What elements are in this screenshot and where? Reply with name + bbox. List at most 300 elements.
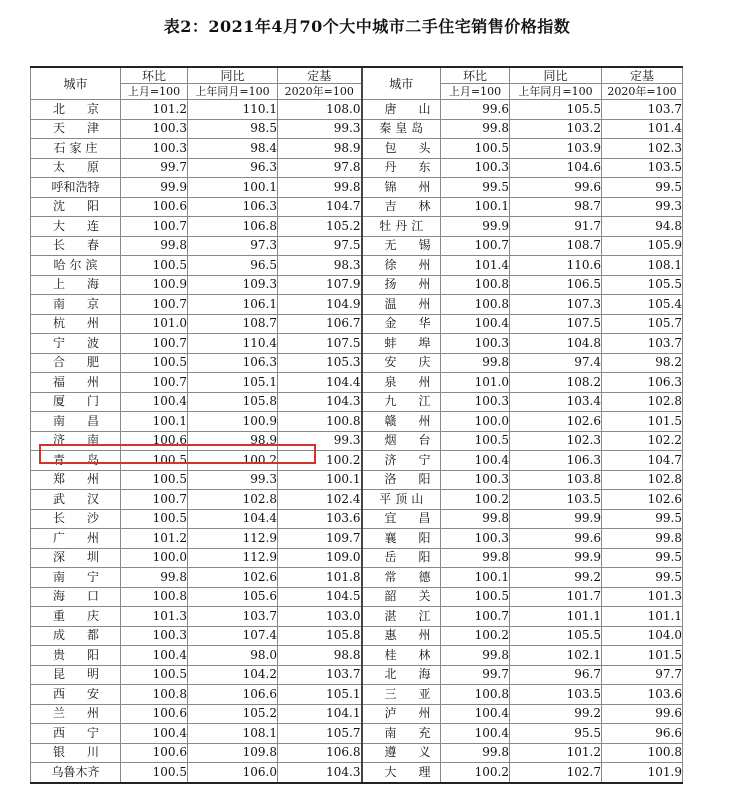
- base-cell: 105.1: [278, 685, 362, 705]
- base-cell: 101.5: [602, 646, 683, 666]
- base-cell: 99.5: [602, 548, 683, 568]
- mom-cell: 100.6: [121, 704, 188, 724]
- yoy-cell: 108.7: [188, 314, 278, 334]
- base-cell: 101.5: [602, 412, 683, 432]
- yoy-cell: 102.8: [188, 490, 278, 510]
- mom-cell: 99.8: [441, 353, 510, 373]
- mom-cell: 100.5: [121, 763, 188, 783]
- yoy-cell: 100.9: [188, 412, 278, 432]
- base-cell: 101.1: [602, 607, 683, 627]
- mom-cell: 100.3: [121, 139, 188, 159]
- base-cell: 100.2: [278, 451, 362, 471]
- yoy-cell: 103.7: [188, 607, 278, 627]
- base-cell: 105.3: [278, 353, 362, 373]
- city-cell: 唐山: [362, 100, 441, 120]
- base-cell: 106.8: [278, 743, 362, 763]
- table-row: [31, 139, 683, 159]
- city-cell: 武汉: [31, 490, 121, 510]
- mom-cell: 101.3: [121, 607, 188, 627]
- mom-cell: 101.0: [441, 373, 510, 393]
- city-cell: 沈阳: [31, 197, 121, 217]
- yoy-cell: 103.8: [510, 470, 602, 490]
- mom-cell: 100.7: [121, 334, 188, 354]
- mom-cell: 100.7: [121, 373, 188, 393]
- base-cell: 102.8: [602, 470, 683, 490]
- base-cell: 98.2: [602, 353, 683, 373]
- yoy-cell: 108.1: [188, 724, 278, 744]
- base-cell: 104.7: [602, 451, 683, 471]
- base-cell: 105.8: [278, 626, 362, 646]
- yoy-cell: 107.4: [188, 626, 278, 646]
- table-row: [31, 373, 683, 393]
- mom-cell: 100.7: [441, 607, 510, 627]
- base-cell: 105.9: [602, 236, 683, 256]
- city-cell: 平顶山: [362, 490, 441, 510]
- price-index-table: [30, 66, 683, 784]
- mom-cell: 100.2: [441, 626, 510, 646]
- yoy-cell: 104.2: [188, 665, 278, 685]
- city-cell: 遵义: [362, 743, 441, 763]
- base-cell: 102.3: [602, 139, 683, 159]
- yoy-cell: 106.1: [188, 295, 278, 315]
- yoy-cell: 96.7: [510, 665, 602, 685]
- table-row: [31, 431, 683, 451]
- city-cell: 扬州: [362, 275, 441, 295]
- table-row: [31, 256, 683, 276]
- mom-cell: 101.2: [121, 529, 188, 549]
- base-cell: 104.4: [278, 373, 362, 393]
- city-cell: 泸州: [362, 704, 441, 724]
- yoy-cell: 100.1: [188, 178, 278, 198]
- table-row: [31, 178, 683, 198]
- city-cell: 南京: [31, 295, 121, 315]
- city-cell: 合肥: [31, 353, 121, 373]
- base-cell: 103.7: [602, 334, 683, 354]
- city-cell: 惠州: [362, 626, 441, 646]
- mom-cell: 100.8: [121, 587, 188, 607]
- yoy-cell: 91.7: [510, 217, 602, 237]
- header-city-right: 城市: [362, 67, 441, 100]
- base-cell: 97.5: [278, 236, 362, 256]
- table-row: [31, 236, 683, 256]
- base-cell: 108.1: [602, 256, 683, 276]
- mom-cell: 100.3: [121, 119, 188, 139]
- yoy-cell: 103.5: [510, 685, 602, 705]
- base-cell: 96.6: [602, 724, 683, 744]
- city-cell: 海口: [31, 587, 121, 607]
- city-cell: 西宁: [31, 724, 121, 744]
- yoy-cell: 110.6: [510, 256, 602, 276]
- city-cell: 杭州: [31, 314, 121, 334]
- base-cell: 102.2: [602, 431, 683, 451]
- mom-cell: 99.5: [441, 178, 510, 198]
- mom-cell: 99.7: [441, 665, 510, 685]
- yoy-cell: 99.9: [510, 548, 602, 568]
- yoy-cell: 108.7: [510, 236, 602, 256]
- city-cell: 呼和浩特: [31, 178, 121, 198]
- table-row: [31, 334, 683, 354]
- city-cell: 秦皇岛: [362, 119, 441, 139]
- mom-cell: 100.8: [441, 685, 510, 705]
- yoy-cell: 110.4: [188, 334, 278, 354]
- base-cell: 98.3: [278, 256, 362, 276]
- table-row: [31, 646, 683, 666]
- city-cell: 昆明: [31, 665, 121, 685]
- mom-cell: 100.4: [121, 724, 188, 744]
- city-cell: 西安: [31, 685, 121, 705]
- yoy-cell: 95.5: [510, 724, 602, 744]
- header-mom-left: 环比: [121, 67, 188, 84]
- mom-cell: 100.0: [121, 548, 188, 568]
- base-cell: 98.8: [278, 646, 362, 666]
- mom-cell: 99.7: [121, 158, 188, 178]
- yoy-cell: 106.6: [188, 685, 278, 705]
- header-yoy-sub-left: 上年同月=100: [188, 84, 278, 100]
- yoy-cell: 103.4: [510, 392, 602, 412]
- yoy-cell: 109.3: [188, 275, 278, 295]
- mom-cell: 99.8: [441, 548, 510, 568]
- table-row: [31, 587, 683, 607]
- header-mom-sub-right: 上月=100: [441, 84, 510, 100]
- table-row: [31, 392, 683, 412]
- city-cell: 郑州: [31, 470, 121, 490]
- yoy-cell: 105.2: [188, 704, 278, 724]
- yoy-cell: 101.1: [510, 607, 602, 627]
- table-row: [31, 763, 683, 783]
- city-cell: 天津: [31, 119, 121, 139]
- mom-cell: 100.6: [121, 743, 188, 763]
- city-cell: 济宁: [362, 451, 441, 471]
- table-row: [31, 412, 683, 432]
- yoy-cell: 103.2: [510, 119, 602, 139]
- header-yoy-sub-right: 上年同月=100: [510, 84, 602, 100]
- mom-cell: 100.1: [121, 412, 188, 432]
- yoy-cell: 105.6: [188, 587, 278, 607]
- mom-cell: 100.3: [441, 470, 510, 490]
- city-cell: 南宁: [31, 568, 121, 588]
- city-cell: 宜昌: [362, 509, 441, 529]
- table-row: [31, 158, 683, 178]
- table-body: [31, 100, 683, 783]
- mom-cell: 100.7: [121, 490, 188, 510]
- base-cell: 99.5: [602, 509, 683, 529]
- base-cell: 109.7: [278, 529, 362, 549]
- yoy-cell: 99.6: [510, 178, 602, 198]
- city-cell: 九江: [362, 392, 441, 412]
- city-cell: 金华: [362, 314, 441, 334]
- yoy-cell: 105.1: [188, 373, 278, 393]
- yoy-cell: 105.5: [510, 100, 602, 120]
- mom-cell: 99.6: [441, 100, 510, 120]
- mom-cell: 100.0: [441, 412, 510, 432]
- base-cell: 99.6: [602, 704, 683, 724]
- yoy-cell: 109.8: [188, 743, 278, 763]
- yoy-cell: 98.0: [188, 646, 278, 666]
- base-cell: 103.5: [602, 158, 683, 178]
- city-cell: 济南: [31, 431, 121, 451]
- city-cell: 青岛: [31, 451, 121, 471]
- city-cell: 无锡: [362, 236, 441, 256]
- table-row: [31, 275, 683, 295]
- mom-cell: 100.8: [441, 295, 510, 315]
- base-cell: 101.8: [278, 568, 362, 588]
- mom-cell: 100.3: [441, 334, 510, 354]
- mom-cell: 99.9: [441, 217, 510, 237]
- base-cell: 105.7: [602, 314, 683, 334]
- table-row: [31, 665, 683, 685]
- city-cell: 南昌: [31, 412, 121, 432]
- base-cell: 99.3: [278, 431, 362, 451]
- yoy-cell: 106.5: [510, 275, 602, 295]
- table-row: [31, 743, 683, 763]
- city-cell: 泉州: [362, 373, 441, 393]
- yoy-cell: 99.9: [510, 509, 602, 529]
- yoy-cell: 99.2: [510, 704, 602, 724]
- mom-cell: 100.2: [441, 763, 510, 783]
- base-cell: 104.3: [278, 392, 362, 412]
- mom-cell: 100.5: [441, 139, 510, 159]
- yoy-cell: 101.7: [510, 587, 602, 607]
- yoy-cell: 106.8: [188, 217, 278, 237]
- yoy-cell: 96.3: [188, 158, 278, 178]
- city-cell: 韶关: [362, 587, 441, 607]
- table-title: 表2：2021年4月70个大中城市二手住宅销售价格指数: [163, 17, 571, 36]
- city-cell: 襄阳: [362, 529, 441, 549]
- city-cell: 洛阳: [362, 470, 441, 490]
- table-row: [31, 451, 683, 471]
- city-cell: 湛江: [362, 607, 441, 627]
- city-cell: 银川: [31, 743, 121, 763]
- base-cell: 103.7: [602, 100, 683, 120]
- mom-cell: 100.5: [121, 451, 188, 471]
- yoy-cell: 98.4: [188, 139, 278, 159]
- yoy-cell: 110.1: [188, 100, 278, 120]
- base-cell: 102.4: [278, 490, 362, 510]
- yoy-cell: 98.7: [510, 197, 602, 217]
- base-cell: 105.5: [602, 275, 683, 295]
- city-cell: 重庆: [31, 607, 121, 627]
- mom-cell: 99.8: [441, 743, 510, 763]
- mom-cell: 101.4: [441, 256, 510, 276]
- yoy-cell: 97.4: [510, 353, 602, 373]
- base-cell: 98.9: [278, 139, 362, 159]
- base-cell: 104.9: [278, 295, 362, 315]
- yoy-cell: 101.2: [510, 743, 602, 763]
- city-cell: 大连: [31, 217, 121, 237]
- table-row: [31, 119, 683, 139]
- header-yoy-right: 同比: [510, 67, 602, 84]
- mom-cell: 100.3: [121, 626, 188, 646]
- yoy-cell: 99.6: [510, 529, 602, 549]
- yoy-cell: 96.5: [188, 256, 278, 276]
- city-cell: 长春: [31, 236, 121, 256]
- yoy-cell: 102.7: [510, 763, 602, 783]
- city-cell: 南充: [362, 724, 441, 744]
- base-cell: 105.7: [278, 724, 362, 744]
- city-cell: 太原: [31, 158, 121, 178]
- mom-cell: 100.1: [441, 568, 510, 588]
- city-cell: 厦门: [31, 392, 121, 412]
- yoy-cell: 99.3: [188, 470, 278, 490]
- mom-cell: 100.3: [441, 529, 510, 549]
- city-cell: 贵阳: [31, 646, 121, 666]
- city-cell: 常德: [362, 568, 441, 588]
- mom-cell: 100.5: [121, 256, 188, 276]
- table-row: [31, 353, 683, 373]
- yoy-cell: 103.9: [510, 139, 602, 159]
- header-yoy-left: 同比: [188, 67, 278, 84]
- yoy-cell: 98.5: [188, 119, 278, 139]
- mom-cell: 100.7: [441, 236, 510, 256]
- base-cell: 99.8: [278, 178, 362, 198]
- mom-cell: 100.8: [441, 275, 510, 295]
- mom-cell: 100.3: [441, 392, 510, 412]
- city-cell: 福州: [31, 373, 121, 393]
- base-cell: 94.8: [602, 217, 683, 237]
- mom-cell: 100.4: [121, 392, 188, 412]
- header-mom-right: 环比: [441, 67, 510, 84]
- base-cell: 109.0: [278, 548, 362, 568]
- city-cell: 丹东: [362, 158, 441, 178]
- city-cell: 牡丹江: [362, 217, 441, 237]
- table-row: [31, 197, 683, 217]
- mom-cell: 100.4: [441, 451, 510, 471]
- city-cell: 赣州: [362, 412, 441, 432]
- yoy-cell: 107.3: [510, 295, 602, 315]
- mom-cell: 100.5: [121, 509, 188, 529]
- header-city-left: 城市: [31, 67, 121, 100]
- table-row: [31, 509, 683, 529]
- table-row: [31, 568, 683, 588]
- base-cell: 97.8: [278, 158, 362, 178]
- mom-cell: 99.8: [441, 646, 510, 666]
- mom-cell: 100.1: [441, 197, 510, 217]
- city-cell: 岳阳: [362, 548, 441, 568]
- city-cell: 乌鲁木齐: [31, 763, 121, 783]
- base-cell: 102.6: [602, 490, 683, 510]
- mom-cell: 99.8: [121, 568, 188, 588]
- mom-cell: 100.4: [441, 704, 510, 724]
- base-cell: 107.5: [278, 334, 362, 354]
- city-cell: 吉林: [362, 197, 441, 217]
- city-cell: 石家庄: [31, 139, 121, 159]
- table-row: [31, 685, 683, 705]
- base-cell: 102.8: [602, 392, 683, 412]
- table-row: [31, 470, 683, 490]
- yoy-cell: 112.9: [188, 529, 278, 549]
- city-cell: 大理: [362, 763, 441, 783]
- yoy-cell: 102.3: [510, 431, 602, 451]
- mom-cell: 101.0: [121, 314, 188, 334]
- mom-cell: 100.9: [121, 275, 188, 295]
- city-cell: 宁波: [31, 334, 121, 354]
- base-cell: 103.0: [278, 607, 362, 627]
- mom-cell: 100.8: [121, 685, 188, 705]
- mom-cell: 100.6: [121, 431, 188, 451]
- base-cell: 99.5: [602, 568, 683, 588]
- yoy-cell: 106.3: [510, 451, 602, 471]
- yoy-cell: 104.4: [188, 509, 278, 529]
- yoy-cell: 104.8: [510, 334, 602, 354]
- city-cell: 北海: [362, 665, 441, 685]
- table-row: [31, 529, 683, 549]
- city-cell: 安庆: [362, 353, 441, 373]
- mom-cell: 100.3: [441, 158, 510, 178]
- base-cell: 106.3: [602, 373, 683, 393]
- header-base-sub-right: 2020年=100: [602, 84, 683, 100]
- base-cell: 101.9: [602, 763, 683, 783]
- base-cell: 103.6: [602, 685, 683, 705]
- city-cell: 兰州: [31, 704, 121, 724]
- mom-cell: 99.8: [441, 119, 510, 139]
- city-cell: 三亚: [362, 685, 441, 705]
- yoy-cell: 99.2: [510, 568, 602, 588]
- city-cell: 蚌埠: [362, 334, 441, 354]
- mom-cell: 100.5: [441, 431, 510, 451]
- mom-cell: 100.5: [121, 665, 188, 685]
- mom-cell: 99.8: [441, 509, 510, 529]
- yoy-cell: 105.8: [188, 392, 278, 412]
- yoy-cell: 106.3: [188, 197, 278, 217]
- table-row: [31, 548, 683, 568]
- base-cell: 103.6: [278, 509, 362, 529]
- table-row: [31, 704, 683, 724]
- base-cell: 104.1: [278, 704, 362, 724]
- city-cell: 成都: [31, 626, 121, 646]
- city-cell: 包头: [362, 139, 441, 159]
- city-cell: 上海: [31, 275, 121, 295]
- header-mom-sub-left: 上月=100: [121, 84, 188, 100]
- yoy-cell: 107.5: [510, 314, 602, 334]
- yoy-cell: 104.6: [510, 158, 602, 178]
- mom-cell: 100.5: [121, 353, 188, 373]
- yoy-cell: 98.9: [188, 431, 278, 451]
- city-cell: 长沙: [31, 509, 121, 529]
- base-cell: 103.7: [278, 665, 362, 685]
- base-cell: 101.3: [602, 587, 683, 607]
- mom-cell: 100.4: [441, 314, 510, 334]
- base-cell: 104.7: [278, 197, 362, 217]
- table-row: [31, 724, 683, 744]
- table-row: [31, 314, 683, 334]
- yoy-cell: 106.0: [188, 763, 278, 783]
- base-cell: 105.4: [602, 295, 683, 315]
- city-cell: 徐州: [362, 256, 441, 276]
- city-cell: 北京: [31, 100, 121, 120]
- base-cell: 100.8: [602, 743, 683, 763]
- base-cell: 100.1: [278, 470, 362, 490]
- base-cell: 105.2: [278, 217, 362, 237]
- base-cell: 104.5: [278, 587, 362, 607]
- mom-cell: 100.6: [121, 197, 188, 217]
- mom-cell: 100.7: [121, 217, 188, 237]
- yoy-cell: 106.3: [188, 353, 278, 373]
- table-row: [31, 295, 683, 315]
- base-cell: 108.0: [278, 100, 362, 120]
- city-cell: 哈尔滨: [31, 256, 121, 276]
- mom-cell: 99.9: [121, 178, 188, 198]
- base-cell: 100.8: [278, 412, 362, 432]
- yoy-cell: 100.2: [188, 451, 278, 471]
- city-cell: 广州: [31, 529, 121, 549]
- header-base-left: 定基: [278, 67, 362, 84]
- city-cell: 深圳: [31, 548, 121, 568]
- header-base-right: 定基: [602, 67, 683, 84]
- table-row: [31, 607, 683, 627]
- city-cell: 锦州: [362, 178, 441, 198]
- base-cell: 107.9: [278, 275, 362, 295]
- yoy-cell: 105.5: [510, 626, 602, 646]
